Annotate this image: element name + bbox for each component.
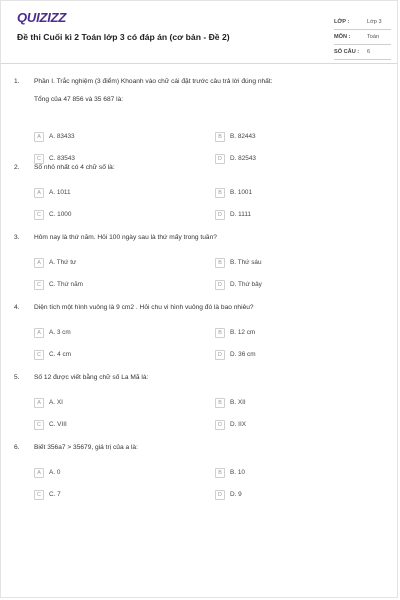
answer-option-a[interactable] <box>34 327 71 338</box>
meta-label: SỐ CÂU : <box>334 49 360 55</box>
option-letter-box: D <box>215 350 225 360</box>
option-text: A. 1011 <box>49 189 71 196</box>
option-text: C. 83543 <box>49 155 75 162</box>
option-text: D. 1111 <box>230 211 251 218</box>
meta-label: LỚP : <box>334 19 350 25</box>
question-text: Biết 356a7 > 35679, giá trị của a là: <box>34 444 138 451</box>
worksheet-header <box>1 1 397 64</box>
option-letter-box: B <box>215 328 225 338</box>
quizizz-logo: QUIZIZZ <box>17 10 67 25</box>
answer-option-d[interactable] <box>215 489 242 500</box>
option-letter-box: C <box>34 280 44 290</box>
answer-option-b[interactable] <box>215 397 246 408</box>
option-letter-box: C <box>34 210 44 220</box>
question-number: 5. <box>14 374 20 381</box>
answer-option-d[interactable] <box>215 349 256 360</box>
meta-value: Toán <box>367 34 380 40</box>
option-text: A. 3 cm <box>49 329 71 336</box>
answer-option-d[interactable] <box>215 419 246 430</box>
option-text: B. 10 <box>230 469 245 476</box>
option-letter-box: B <box>215 188 225 198</box>
option-text: B. 12 cm <box>230 329 256 336</box>
option-letter-box: A <box>34 468 44 478</box>
option-letter-box: D <box>215 210 225 220</box>
option-text: D. Thứ bảy <box>230 281 262 288</box>
answer-option-b[interactable] <box>215 467 245 478</box>
option-letter-box: D <box>215 420 225 430</box>
meta-row-count <box>334 45 391 60</box>
answer-option-d[interactable] <box>215 209 251 220</box>
answer-option-c[interactable] <box>34 419 67 430</box>
option-letter-box: C <box>34 490 44 500</box>
option-text: B. Thứ sáu <box>230 259 262 266</box>
option-text: A. 0 <box>49 469 61 476</box>
worksheet-title: Đề thi Cuối kì 2 Toán lớp 3 có đáp án (cơ bản - Đề 2) <box>17 32 230 42</box>
answer-option-c[interactable] <box>34 349 71 360</box>
option-letter-box: A <box>34 132 44 142</box>
option-text: C. 4 cm <box>49 351 72 358</box>
option-letter-box: C <box>34 154 44 164</box>
option-text: C. VIII <box>49 421 67 428</box>
option-text: D. 82543 <box>230 155 256 162</box>
answer-option-c[interactable] <box>34 279 83 290</box>
option-text: B. 1001 <box>230 189 253 196</box>
answer-option-c[interactable] <box>34 153 75 164</box>
meta-row-grade <box>334 15 391 30</box>
option-letter-box: B <box>215 132 225 142</box>
answer-option-a[interactable] <box>34 467 60 478</box>
answer-option-d[interactable] <box>215 153 256 164</box>
question-text: Số 12 được viết bằng chữ số La Mã là: <box>34 374 149 381</box>
answer-option-a[interactable] <box>34 131 75 142</box>
option-letter-box: A <box>34 328 44 338</box>
answer-option-a[interactable] <box>34 187 71 198</box>
option-letter-box: C <box>34 350 44 360</box>
question-number: 1. <box>14 78 20 85</box>
question-text: Diện tích một hình vuông là 9 cm2 . Hỏi chu vi hình vuông đó là bao nhiêu? <box>34 304 254 311</box>
question-number: 6. <box>14 444 20 451</box>
question-number: 3. <box>14 234 20 241</box>
option-text: C. 1000 <box>49 211 72 218</box>
option-text: D. 36 cm <box>230 351 256 358</box>
option-letter-box: B <box>215 468 225 478</box>
option-letter-box: C <box>34 420 44 430</box>
answer-option-c[interactable] <box>34 489 61 500</box>
meta-label: MÔN : <box>334 34 351 40</box>
answer-option-b[interactable] <box>215 187 252 198</box>
option-letter-box: B <box>215 258 225 268</box>
answer-option-b[interactable] <box>215 131 256 142</box>
option-text: B. XII <box>230 399 246 406</box>
meta-row-subject <box>334 30 391 45</box>
option-text: A. Thứ tư <box>49 259 77 266</box>
question-number: 2. <box>14 164 20 171</box>
question-subtext: Tổng của 47 856 và 35 687 là: <box>34 96 124 103</box>
answer-option-c[interactable] <box>34 209 71 220</box>
meta-table <box>334 15 391 60</box>
answer-option-b[interactable] <box>215 257 262 268</box>
option-letter-box: D <box>215 280 225 290</box>
option-letter-box: B <box>215 398 225 408</box>
answer-option-a[interactable] <box>34 397 63 408</box>
option-letter-box: D <box>215 490 225 500</box>
option-text: C. 7 <box>49 491 61 498</box>
question-text: Hôm nay là thứ năm. Hỏi 100 ngày sau là thứ mấy trong tuần? <box>34 234 217 241</box>
option-letter-box: A <box>34 188 44 198</box>
option-text: A. 83433 <box>49 133 75 140</box>
option-text: D. 9 <box>230 491 242 498</box>
meta-value: Lớp 3 <box>367 19 382 25</box>
option-letter-box: D <box>215 154 225 164</box>
question-text: Phần I. Trắc nghiệm (3 điểm) Khoanh vào chữ cái đặt trước câu trả lời đúng nhất: <box>34 78 273 85</box>
option-text: D. IIX <box>230 421 246 428</box>
option-text: A. XI <box>49 399 63 406</box>
answer-option-b[interactable] <box>215 327 255 338</box>
meta-value: 6 <box>367 49 371 55</box>
option-text: B. 82443 <box>230 133 256 140</box>
answer-option-d[interactable] <box>215 279 262 290</box>
option-letter-box: A <box>34 258 44 268</box>
option-letter-box: A <box>34 398 44 408</box>
question-text: Số nhỏ nhất có 4 chữ số là: <box>34 164 115 171</box>
answer-option-a[interactable] <box>34 257 76 268</box>
question-number: 4. <box>14 304 20 311</box>
option-text: C. Thứ năm <box>49 281 83 288</box>
